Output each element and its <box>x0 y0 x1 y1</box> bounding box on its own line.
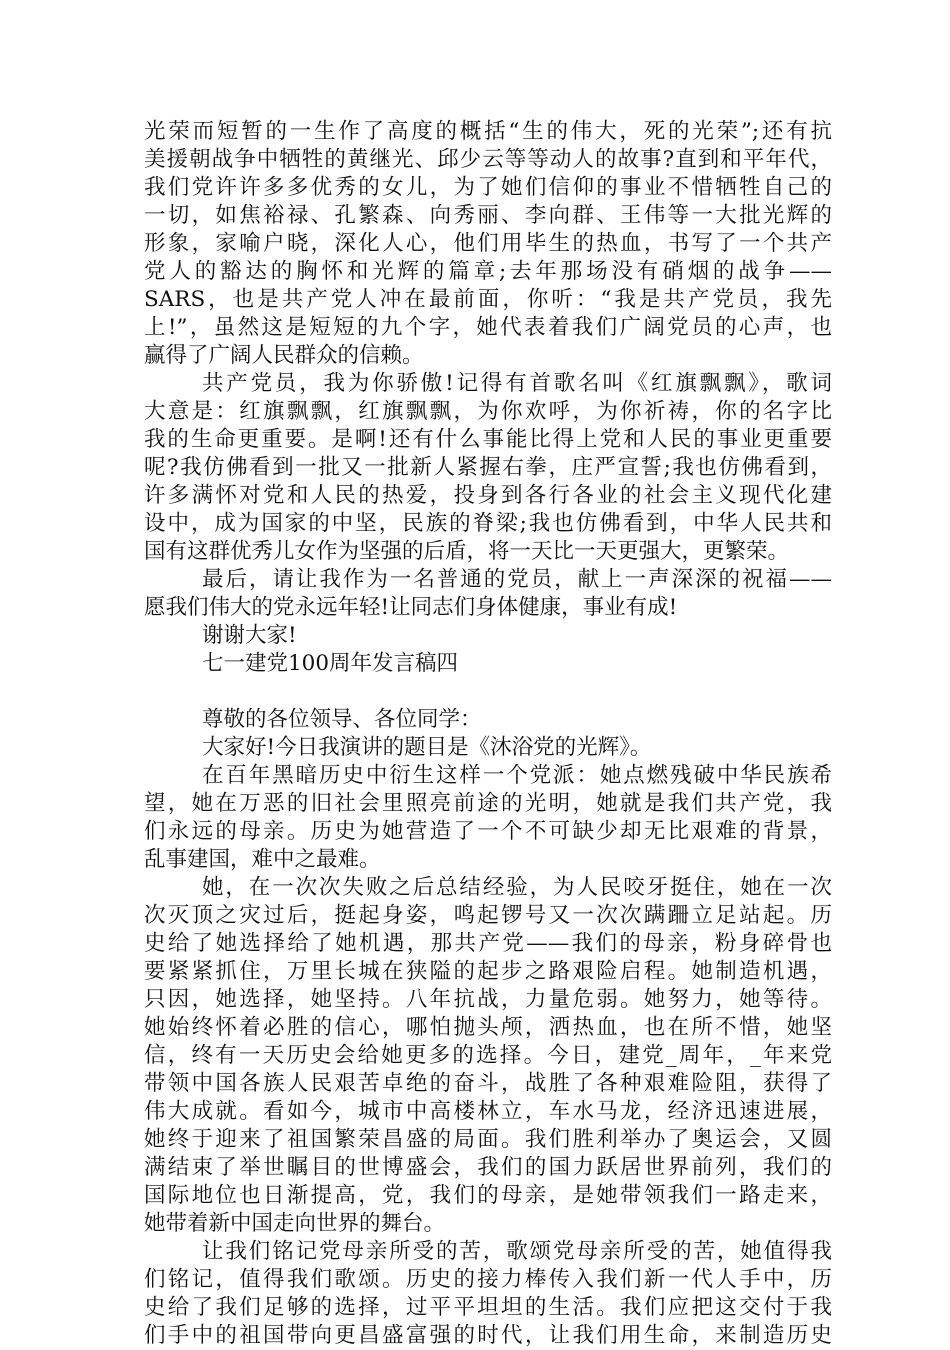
text-line: 光荣而短暂的一生作了高度的概括“生的伟大，死的光荣”;还有抗 <box>144 119 832 144</box>
text-line: 乱事建国，难中之最难。 <box>144 847 381 872</box>
text-line: 她，在一次次失败之后总结经验，为人民咬牙挺住，她在一次 <box>202 875 832 900</box>
paragraph <box>144 566 832 622</box>
text-line: 最后，请让我作为一名普通的党员，献上一声深深的祝福—— <box>202 567 832 592</box>
text-line: 国际地位也日渐提高，党，我们的母亲，是她带领我们一路走来， <box>144 1183 832 1208</box>
text-line: 一切，如焦裕禄、孔繁森、向秀丽、李向群、王伟等一大批光辉的 <box>144 203 832 228</box>
text-line: 我的生命更重要。是啊!还有什么事能比得上党和人民的事业更重要 <box>144 427 832 452</box>
text-line: 愿我们伟大的党永远年轻!让同志们身体健康，事业有成! <box>144 595 678 620</box>
text-line: 在百年黑暗历史中衍生这样一个党派：她点燃残破中华民族希 <box>202 763 832 788</box>
text-line: 上!”，虽然这是短短的九个字，她代表着我们广阔党员的心声，也 <box>144 315 832 340</box>
text-line: 形象，家喻户晓，深化人心，他们用毕生的热血，书写了一个共产 <box>144 231 832 256</box>
text-line: 史给了她选择给了她机遇，那共产党——我们的母亲，粉身碎骨也 <box>144 931 832 956</box>
text-line: 谢谢大家! <box>202 623 297 648</box>
text-line: 赢得了广阔人民群众的信赖。 <box>144 343 424 368</box>
paragraph <box>144 622 832 650</box>
text-line: 美援朝战争中牺牲的黄继光、邱少云等等动人的故事?直到和平年代， <box>144 147 832 172</box>
text-line: 只因，她选择，她坚持。八年抗战，力量危弱。她努力，她等待。 <box>144 987 832 1012</box>
text-line: 大家好!今日我演讲的题目是《沐浴党的光辉》。 <box>202 735 652 760</box>
section-heading <box>144 650 832 678</box>
text-line: 大意是：红旗飘飘，红旗飘飘，为你欢呼，为你祈祷，你的名字比 <box>144 399 832 424</box>
paragraph <box>144 118 832 370</box>
text-line: 让我们铭记党母亲所受的苦，歌颂党母亲所受的苦，她值得我 <box>202 1239 832 1264</box>
text-line: 们永远的母亲。历史为她营造了一个不可缺少却无比艰难的背景， <box>144 819 832 844</box>
text-line: 她终于迎来了祖国繁荣昌盛的局面。我们胜利举办了奥运会，又圆 <box>144 1127 832 1152</box>
heading-text: 七一建党100周年发言稿四 <box>202 651 459 676</box>
text-line: 她始终怀着必胜的信心，哪怕抛头颅，洒热血，也在所不惜，她坚 <box>144 1015 832 1040</box>
paragraph <box>144 370 832 566</box>
text-line: 她带着新中国走向世界的舞台。 <box>144 1211 446 1236</box>
paragraph <box>144 874 832 1238</box>
text-line: 党人的豁达的胸怀和光辉的篇章;去年那场没有硝烟的战争—— <box>144 259 832 284</box>
text-line: 我们党许许多多优秀的女儿，为了她们信仰的事业不惜牺牲自己的 <box>144 175 832 200</box>
text-line: 望，她在万恶的旧社会里照亮前途的光明，她就是我们共产党，我 <box>144 791 832 816</box>
text-line: 们铭记，值得我们歌颂。历史的接力棒传入我们新一代人手中，历 <box>144 1267 832 1292</box>
text-line: 信，终有一天历史会给她更多的选择。今日，建党_周年，_年来党 <box>144 1043 832 1068</box>
document-page <box>144 118 832 1350</box>
text-line: 许多满怀对党和人民的热爱，投身到各行各业的社会主义现代化建 <box>144 483 832 508</box>
text-line: 带领中国各族人民艰苦卓绝的奋斗，战胜了各种艰难险阻，获得了 <box>144 1071 832 1096</box>
text-line: 尊敬的各位领导、各位同学： <box>202 707 482 732</box>
text-line: 满结束了举世瞩目的世博盛会，我们的国力跃居世界前列，我们的 <box>144 1155 832 1180</box>
text-line: 伟大成就。看如今，城市中高楼林立，车水马龙，经济迅速进展， <box>144 1099 832 1124</box>
text-line: SARS，也是共产党人冲在最前面，你听：“我是共产党员，我先 <box>144 287 832 312</box>
text-line: 共产党员，我为你骄傲!记得有首歌名叫《红旗飘飘》，歌词 <box>202 371 832 396</box>
text-line: 呢?我仿佛看到一批又一批新人紧握右拳，庄严宣誓;我也仿佛看到， <box>144 455 832 480</box>
paragraph <box>144 762 832 874</box>
salutation <box>144 706 832 734</box>
text-line: 们手中的祖国带向更昌盛富强的时代，让我们用生命，来制造历史 <box>144 1323 832 1348</box>
paragraph <box>144 1238 832 1350</box>
text-line: 史给了我们足够的选择，过平平坦坦的生活。我们应把这交付于我 <box>144 1295 832 1320</box>
text-line: 要紧紧抓住，万里长城在狭隘的起步之路艰险启程。她制造机遇， <box>144 959 832 984</box>
blank-line <box>144 678 832 706</box>
text-line: 次灭顶之灾过后，挺起身姿，鸣起锣号又一次次蹒跚立足站起。历 <box>144 903 832 928</box>
text-line: 设中，成为国家的中坚，民族的脊梁;我也仿佛看到，中华人民共和 <box>144 511 832 536</box>
text-line: 国有这群优秀儿女作为坚强的后盾，将一天比一天更强大，更繁荣。 <box>144 539 790 564</box>
paragraph <box>144 734 832 762</box>
